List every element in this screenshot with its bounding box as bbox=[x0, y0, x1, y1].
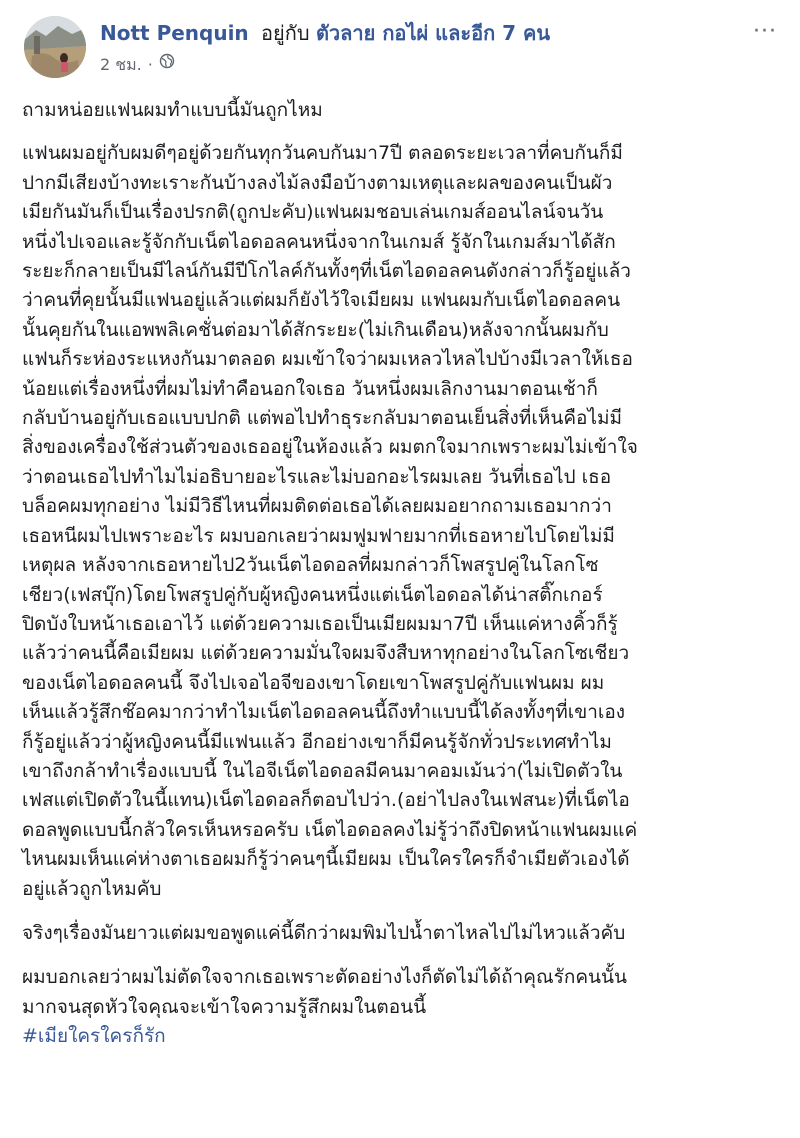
post-line: ระยะก็กลายเป็นมีไลน์กันมีปีโกไลค์กันทั้งๆที่เน็ตไอดอลคนดังกล่าวก็รู้อยู่แล้ว bbox=[22, 260, 631, 283]
post-line: ปากมีเสียงบ้างทะเราะกันบ้างลงไม้ลงมือบ้างตามเหตุและผลของคนเป็นผัว bbox=[22, 171, 613, 194]
post-paragraph-1 bbox=[22, 139, 788, 904]
post-paragraph-2: จริงๆเรื่องมันยาวแต่ผมขอพูดแค่นี้ดีกว่าผมพิมไปน้ำตาไหลไปไม่ไหวแล้วคับ bbox=[22, 921, 626, 944]
post-line: ก็รู้อยู่แล้วว่าผู้หญิงคนนี้มีแฟนแล้ว อีกอย่างเขาก็มีคนรู้จักทั่วประเทศทำไม bbox=[22, 730, 612, 753]
post-line: แฟนก็ระห่องระแหงกันมาตลอด ผมเข้าใจว่าผมเหลวไหลไปบ้างมีเวลาให้เธอ bbox=[22, 348, 633, 371]
post-header bbox=[22, 14, 792, 80]
post-line: เฟสแต่เปิดตัวในนี้แทน)เน็ตไอดอลก็ตอบไปว่า.(อย่าไปลงในเฟสนะ)ที่เน็ตไอ bbox=[22, 789, 630, 812]
post-paragraph-3 bbox=[22, 963, 788, 1022]
post-line: หนึ่งไปเจอและรู้จักกับเน็ตไอดอลคนหนึ่งจากในเกมส์ รู้จักในเกมส์มาได้สัก bbox=[22, 230, 616, 253]
post-line: น้อยแต่เรื่องหนึ่งที่ผมไม่ทำคือนอกใจเธอ วันหนึ่งผมเลิกงานมาตอนเช้าก็ bbox=[22, 377, 598, 400]
post-line: ดอลพูดแบบนี้กลัวใครเห็นหรอครับ เน็ตไอดอลคงไม่รู้ว่าถึงปิดหน้าแฟนผมแค่ bbox=[22, 818, 638, 841]
post-line: อยู่แล้วถูกไหมคับ bbox=[22, 877, 162, 900]
post-line: เมียกันมันก็เป็นเรื่องปรกติ(ถูกปะคับ)แฟนผมชอบเล่นเกมส์ออนไลน์จนวัน bbox=[22, 201, 604, 224]
post-line: เห็นแล้วรู้สึกช๊อคมากว่าทำไมเน็ตไอดอลคนนี้ถึงทำแบบนี้ได้ลงทั้งๆที่เขาเอง bbox=[22, 701, 626, 724]
post-line: เหตุผล หลังจากเธอหายไป2วันเน็ตไอดอลที่ผมกล่าวก็โพสรูปคู่ในโลกโซ bbox=[22, 554, 599, 577]
post-headline: ถามหน่อยแฟนผมทำแบบนี้มันถูกไหม bbox=[22, 99, 323, 121]
post-line: เธอหนีผมไปเพราะอะไร ผมบอกเลยว่าผมฟูมฟายมากที่เธอหายไปโดยไม่มี bbox=[22, 524, 615, 547]
post-line: บล็อคผมทุกอย่าง ไม่มีวิธีไหนที่ผมติดต่อเธอได้เลยผมอยากถามเธอมากว่า bbox=[22, 495, 612, 518]
meta-separator: · bbox=[147, 55, 153, 74]
post-line: แล้วว่าคนนี้คือเมียผม แต่ด้วยความมั่นใจผมจึงสืบหาทุกอย่างในโลกโซเชียว bbox=[22, 642, 630, 665]
post-line: ปิดบังใบหน้าเธอเอาไว้ แต่ด้วยความเธอเป็นเมียผมมา7ปี เห็นแค่หางคิ้วก็รู้ bbox=[22, 612, 618, 635]
globe-icon[interactable] bbox=[159, 53, 175, 75]
post-line: มากจนสุดหัวใจคุณจะเข้าใจความรู้สึกผมในตอนนี้ bbox=[22, 995, 427, 1018]
post-time[interactable]: 2 ชม. bbox=[100, 55, 142, 74]
post-line: ว่าคนที่คุยนั้นมีแฟนอยู่แล้วแต่ผมก็ยังไว้ใจเมียผม แฟนผมกับเน็ตไอดอลคน bbox=[22, 289, 621, 312]
author-line bbox=[100, 20, 550, 46]
post-meta bbox=[100, 54, 175, 76]
more-options-icon[interactable]: ··· bbox=[753, 19, 777, 44]
post-line: กลับบ้านอยู่กับเธอแบบปกติ แต่พอไปทำธุระกลับมาตอนเย็นสิ่งที่เห็นคือไม่มี bbox=[22, 407, 623, 430]
post-line: ไหนผมเห็นแค่ห่างตาเธอผมก็รู้ว่าคนๆนี้เมียผม เป็นใครใครก็จำเมียตัวเองได้ bbox=[22, 848, 630, 871]
post-line: ผมบอกเลยว่าผมไม่ตัดใจจากเธอเพราะตัดอย่างไงก็ตัดไม่ได้ถ้าคุณรักคนนั้น bbox=[22, 966, 628, 989]
post-body bbox=[22, 96, 788, 1052]
post-line: เชียว(เฟสบุ๊ก)โดยโพสรูปคู่กับผู้หญิงคนหนึ่งแต่เน็ตไอดอลได้น่าสติ๊กเกอร์ bbox=[22, 583, 603, 606]
with-text: อยู่กับ bbox=[261, 21, 310, 45]
post-line: ว่าตอนเธอไปทำไมไม่อธิบายอะไรและไม่บอกอะไรผมเลย วันที่เธอไป เธอ bbox=[22, 465, 612, 488]
post-line: แฟนผมอยู่กับผมดีๆอยู่ด้วยกันทุกวันคบกันมา7ปี ตลอดระยะเวลาที่คบกันก็มี bbox=[22, 142, 623, 165]
post-line: ของเน็ตไอดอลคนนี้ จึงไปเจอไอจีของเขาโดยเขาโพสรูปคู่กับแฟนผม ผม bbox=[22, 671, 605, 694]
avatar[interactable] bbox=[24, 16, 86, 78]
post-line: นั้นคุยกันในแอพพลิเคชั่นต่อมาได้สักระยะ(ไม่เกินเดือน)หลังจากนั้นผมกับ bbox=[22, 318, 609, 341]
post-line: สิ่งของเครื่องใช้ส่วนตัวของเธออยู่ในห้องแล้ว ผมตกใจมากเพราะผมไม่เข้าใจ bbox=[22, 436, 638, 459]
tagged-people[interactable]: ตัวลาย กอไผ่ และอีก 7 คน bbox=[315, 21, 551, 45]
hashtag-link[interactable]: #เมียใครใครก็รัก bbox=[22, 1025, 166, 1048]
author-name[interactable]: Nott Penquin bbox=[100, 21, 249, 45]
post-line: เขาถึงกล้าทำเรื่องแบบนี้ ในไอจีเน็ตไอดอลมีคนมาคอมเม้นว่า(ไม่เปิดตัวใน bbox=[22, 759, 623, 782]
